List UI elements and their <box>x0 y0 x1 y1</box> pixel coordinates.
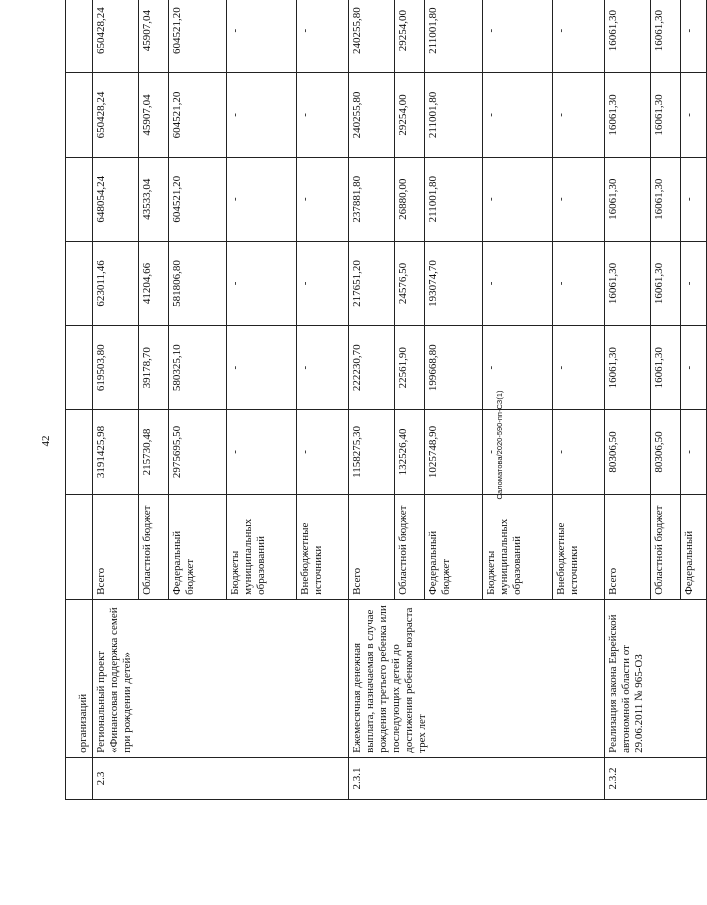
header-organization-label: организаций <box>66 599 93 757</box>
header-cell <box>66 0 93 73</box>
amount-cell: 45907,04 <box>139 73 169 157</box>
amount-cell: - <box>227 241 297 325</box>
amount-cell: 16061,30 <box>605 73 651 157</box>
amount-cell: - <box>483 73 553 157</box>
amount-cell: - <box>297 326 349 410</box>
amount-cell: 240255,80 <box>349 0 395 73</box>
amount-cell: 623011,46 <box>93 241 139 325</box>
amount-cell: 16061,30 <box>651 157 681 241</box>
amount-cell: 240255,80 <box>349 73 395 157</box>
header-cell <box>66 757 93 799</box>
amount-cell: - <box>553 410 605 494</box>
amount-cell: 43533,04 <box>139 157 169 241</box>
budget-table <box>65 0 707 800</box>
amount-cell: 16061,30 <box>605 157 651 241</box>
amount-cell: 193074,70 <box>425 241 483 325</box>
amount-cell: 29254,00 <box>395 73 425 157</box>
amount-cell: - <box>553 73 605 157</box>
amount-cell: 648054,24 <box>93 157 139 241</box>
amount-cell: 80306,50 <box>651 410 681 494</box>
amount-cell: 1025748,90 <box>425 410 483 494</box>
amount-cell: 16061,30 <box>651 0 681 73</box>
amount-cell: - <box>681 410 707 494</box>
amount-cell: - <box>297 73 349 157</box>
amount-cell: 217651,20 <box>349 241 395 325</box>
amount-cell: 215730,48 <box>139 410 169 494</box>
row-name: Реализация закона Еврейской автономной области от 29.06.2011 № 965-ОЗ <box>605 599 707 757</box>
amount-cell: 80306,50 <box>605 410 651 494</box>
amount-cell: 619503,80 <box>93 326 139 410</box>
amount-cell: - <box>227 0 297 73</box>
funding-source: Областной бюджет <box>395 494 425 599</box>
header-cell <box>66 494 93 599</box>
funding-source: Областной бюджет <box>651 494 681 599</box>
amount-cell: 211001,80 <box>425 0 483 73</box>
amount-cell: - <box>681 0 707 73</box>
table-row <box>605 0 651 800</box>
amount-cell: 650428,24 <box>93 0 139 73</box>
funding-source: Всего <box>605 494 651 599</box>
amount-cell: 29254,00 <box>395 0 425 73</box>
funding-source: Областной бюджет <box>139 494 169 599</box>
header-cell <box>66 157 93 241</box>
amount-cell: - <box>483 410 553 494</box>
funding-source: Бюджеты муниципальных образований <box>227 494 297 599</box>
amount-cell: - <box>483 157 553 241</box>
amount-cell: 2975695,50 <box>169 410 227 494</box>
amount-cell: 604521,20 <box>169 73 227 157</box>
amount-cell: 45907,04 <box>139 0 169 73</box>
amount-cell: 1158275,30 <box>349 410 395 494</box>
table-row <box>349 0 395 800</box>
amount-cell: 580325,10 <box>169 326 227 410</box>
row-name: Ежемесячная денежная выплата, назначаемая в случае рождения третьего ребенка или последующих детей до достижения ребенком возраста трех лет <box>349 599 605 757</box>
header-row <box>66 0 93 800</box>
amount-cell: 222230,70 <box>349 326 395 410</box>
table-row <box>93 0 139 800</box>
amount-cell: 16061,30 <box>605 241 651 325</box>
amount-cell: 604521,20 <box>169 0 227 73</box>
amount-cell: - <box>483 326 553 410</box>
amount-cell: - <box>681 326 707 410</box>
amount-cell: - <box>227 410 297 494</box>
amount-cell: - <box>681 157 707 241</box>
page-number: 42 <box>40 435 52 447</box>
funding-source: Федеральный бюджет <box>425 494 483 599</box>
amount-cell: 24576,50 <box>395 241 425 325</box>
amount-cell: - <box>227 73 297 157</box>
amount-cell: 650428,24 <box>93 73 139 157</box>
funding-source: Бюджеты муниципальных образований <box>483 494 553 599</box>
amount-cell: - <box>227 157 297 241</box>
amount-cell: 16061,30 <box>651 241 681 325</box>
amount-cell: - <box>483 0 553 73</box>
row-code: 2.3.1 <box>349 757 605 799</box>
amount-cell: 16061,30 <box>605 326 651 410</box>
funding-source: Федеральный <box>681 494 707 599</box>
amount-cell: 22561,90 <box>395 326 425 410</box>
amount-cell: - <box>297 410 349 494</box>
amount-cell: 211001,80 <box>425 157 483 241</box>
amount-cell: - <box>553 0 605 73</box>
header-cell <box>66 410 93 494</box>
header-cell <box>66 326 93 410</box>
amount-cell: 16061,30 <box>651 326 681 410</box>
amount-cell: 16061,30 <box>651 73 681 157</box>
row-name: Региональный проект «Финансовая поддержка семей при рождении детей» <box>93 599 349 757</box>
row-code: 2.3 <box>93 757 349 799</box>
row-code: 2.3.2 <box>605 757 707 799</box>
amount-cell: 41204,66 <box>139 241 169 325</box>
amount-cell: 604521,20 <box>169 157 227 241</box>
amount-cell: - <box>553 241 605 325</box>
amount-cell: 132526,40 <box>395 410 425 494</box>
amount-cell: 3191425,98 <box>93 410 139 494</box>
amount-cell: 39178,70 <box>139 326 169 410</box>
amount-cell: - <box>297 241 349 325</box>
header-cell <box>66 241 93 325</box>
amount-cell: - <box>553 326 605 410</box>
amount-cell: - <box>681 73 707 157</box>
amount-cell: 581806,80 <box>169 241 227 325</box>
rotated-table-container <box>65 0 695 800</box>
document-reference: Саломатова/2020-590-пп-СЗ(1) <box>495 390 504 500</box>
amount-cell: 211001,80 <box>425 73 483 157</box>
amount-cell: 16061,30 <box>605 0 651 73</box>
amount-cell: - <box>297 0 349 73</box>
header-cell <box>66 73 93 157</box>
amount-cell: - <box>553 157 605 241</box>
amount-cell: - <box>483 241 553 325</box>
funding-source: Всего <box>349 494 395 599</box>
funding-source: Внебюджетные источники <box>553 494 605 599</box>
amount-cell: - <box>227 326 297 410</box>
amount-cell: 199668,80 <box>425 326 483 410</box>
amount-cell: 237881,80 <box>349 157 395 241</box>
amount-cell: - <box>297 157 349 241</box>
amount-cell: - <box>681 241 707 325</box>
funding-source: Внебюджетные источники <box>297 494 349 599</box>
amount-cell: 26880,00 <box>395 157 425 241</box>
funding-source: Федеральный бюджет <box>169 494 227 599</box>
funding-source: Всего <box>93 494 139 599</box>
